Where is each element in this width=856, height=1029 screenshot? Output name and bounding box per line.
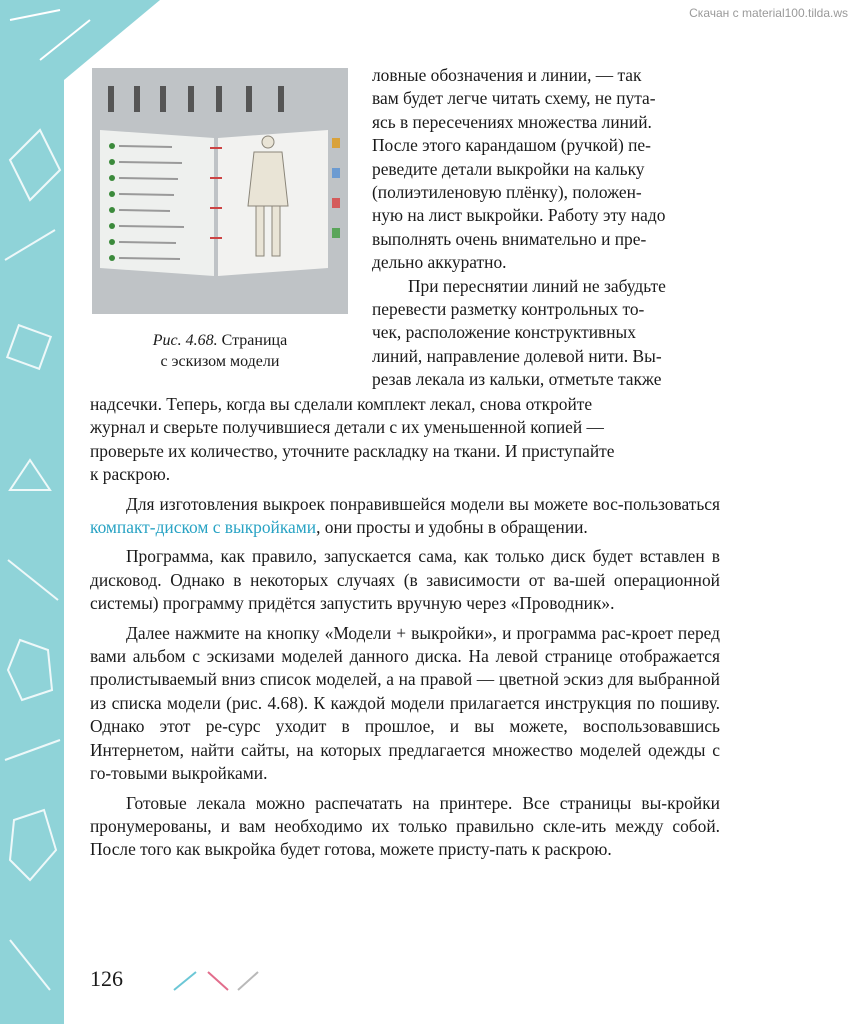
paragraph-2-start: При переснятии линий не забудьте bbox=[408, 275, 666, 296]
slash-ornament-icon bbox=[170, 968, 260, 994]
right-column-text bbox=[372, 64, 720, 392]
caption-line-2: с эскизом модели bbox=[160, 353, 280, 370]
paragraph-5: Далее нажмите на кнопку «Модели + выкройки», и программа рас-кроет перед вами альбом с эскизами моделей данного диска. На левой странице отображается пролистываемый вниз список моделей, а на правой — цветной эскиз для выбранной из списка модели (рис. 4.68). К каждой модели прилагается инструкция по пошиву. Однако этот ре-сурс уходит в прошлое, и вы можете, воспользовавшись Интернетом, найти сайты, на которых предлагается множество моделей одежды с го-товыми выкройками. bbox=[90, 622, 720, 784]
paragraph-4: Программа, как правило, запускается сама, как только диск будет вставлен в дисковод. Однако в некоторых случаях (в зависимости от ва-шей операционной системы) программу придётся запустить вручную через «Проводник». bbox=[90, 546, 720, 614]
cd-link[interactable]: компакт-диском с выкройками bbox=[90, 517, 317, 538]
decorative-sidebar bbox=[0, 0, 64, 1024]
sidebar-pattern-icon bbox=[0, 0, 64, 1024]
album-illustration-icon bbox=[92, 68, 348, 314]
paragraph-2-cont: перевести разметку контрольных то- чек, расположение конструктивных линий, направление долевой нити. Вы- резав лекала из кальки, отметьте также bbox=[372, 299, 662, 390]
figure-caption bbox=[92, 330, 348, 372]
page-number: 126 bbox=[90, 966, 123, 991]
paragraph-1: ловные обозначения и линии, — так вам будет легче читать схему, не пута- ясь в пересечениях множества линий. После этого карандашом (ручкой) пе- реведите детали выкройки на кальку (полиэтиленовую плёнку), положен- ную на лист выкройки. Работу эту надо выполнять очень внимательно и пре- дельно аккуратно. bbox=[372, 65, 666, 273]
watermark: Скачан с material100.tilda.ws bbox=[689, 6, 848, 20]
full-width-text bbox=[90, 393, 720, 862]
paragraph-3: Для изготовления выкроек понравившейся модели вы можете вос-пользоваться компакт-диском с выкройками, они просты и удобны в обращении. bbox=[90, 493, 720, 538]
figure-screenshot bbox=[92, 68, 348, 314]
caption-label: Рис. 4.68. bbox=[152, 332, 218, 349]
paragraph-6: Готовые лекала можно распечатать на принтере. Все страницы вы-кройки пронумерованы, и вам необходимо их только правильно скле-ить между собой. После того как выкройка будет готова, можете присту-пать к раскрою. bbox=[90, 792, 720, 860]
caption-text: Страница bbox=[217, 332, 288, 349]
paragraph-2-end: надсечки. Теперь, когда вы сделали комплект лекал, снова откройте журнал и сверьте получившиеся детали с их уменьшенной копией — проверьте их количество, уточните раскладку на ткани. И приступайте к раскрою. bbox=[90, 394, 615, 485]
